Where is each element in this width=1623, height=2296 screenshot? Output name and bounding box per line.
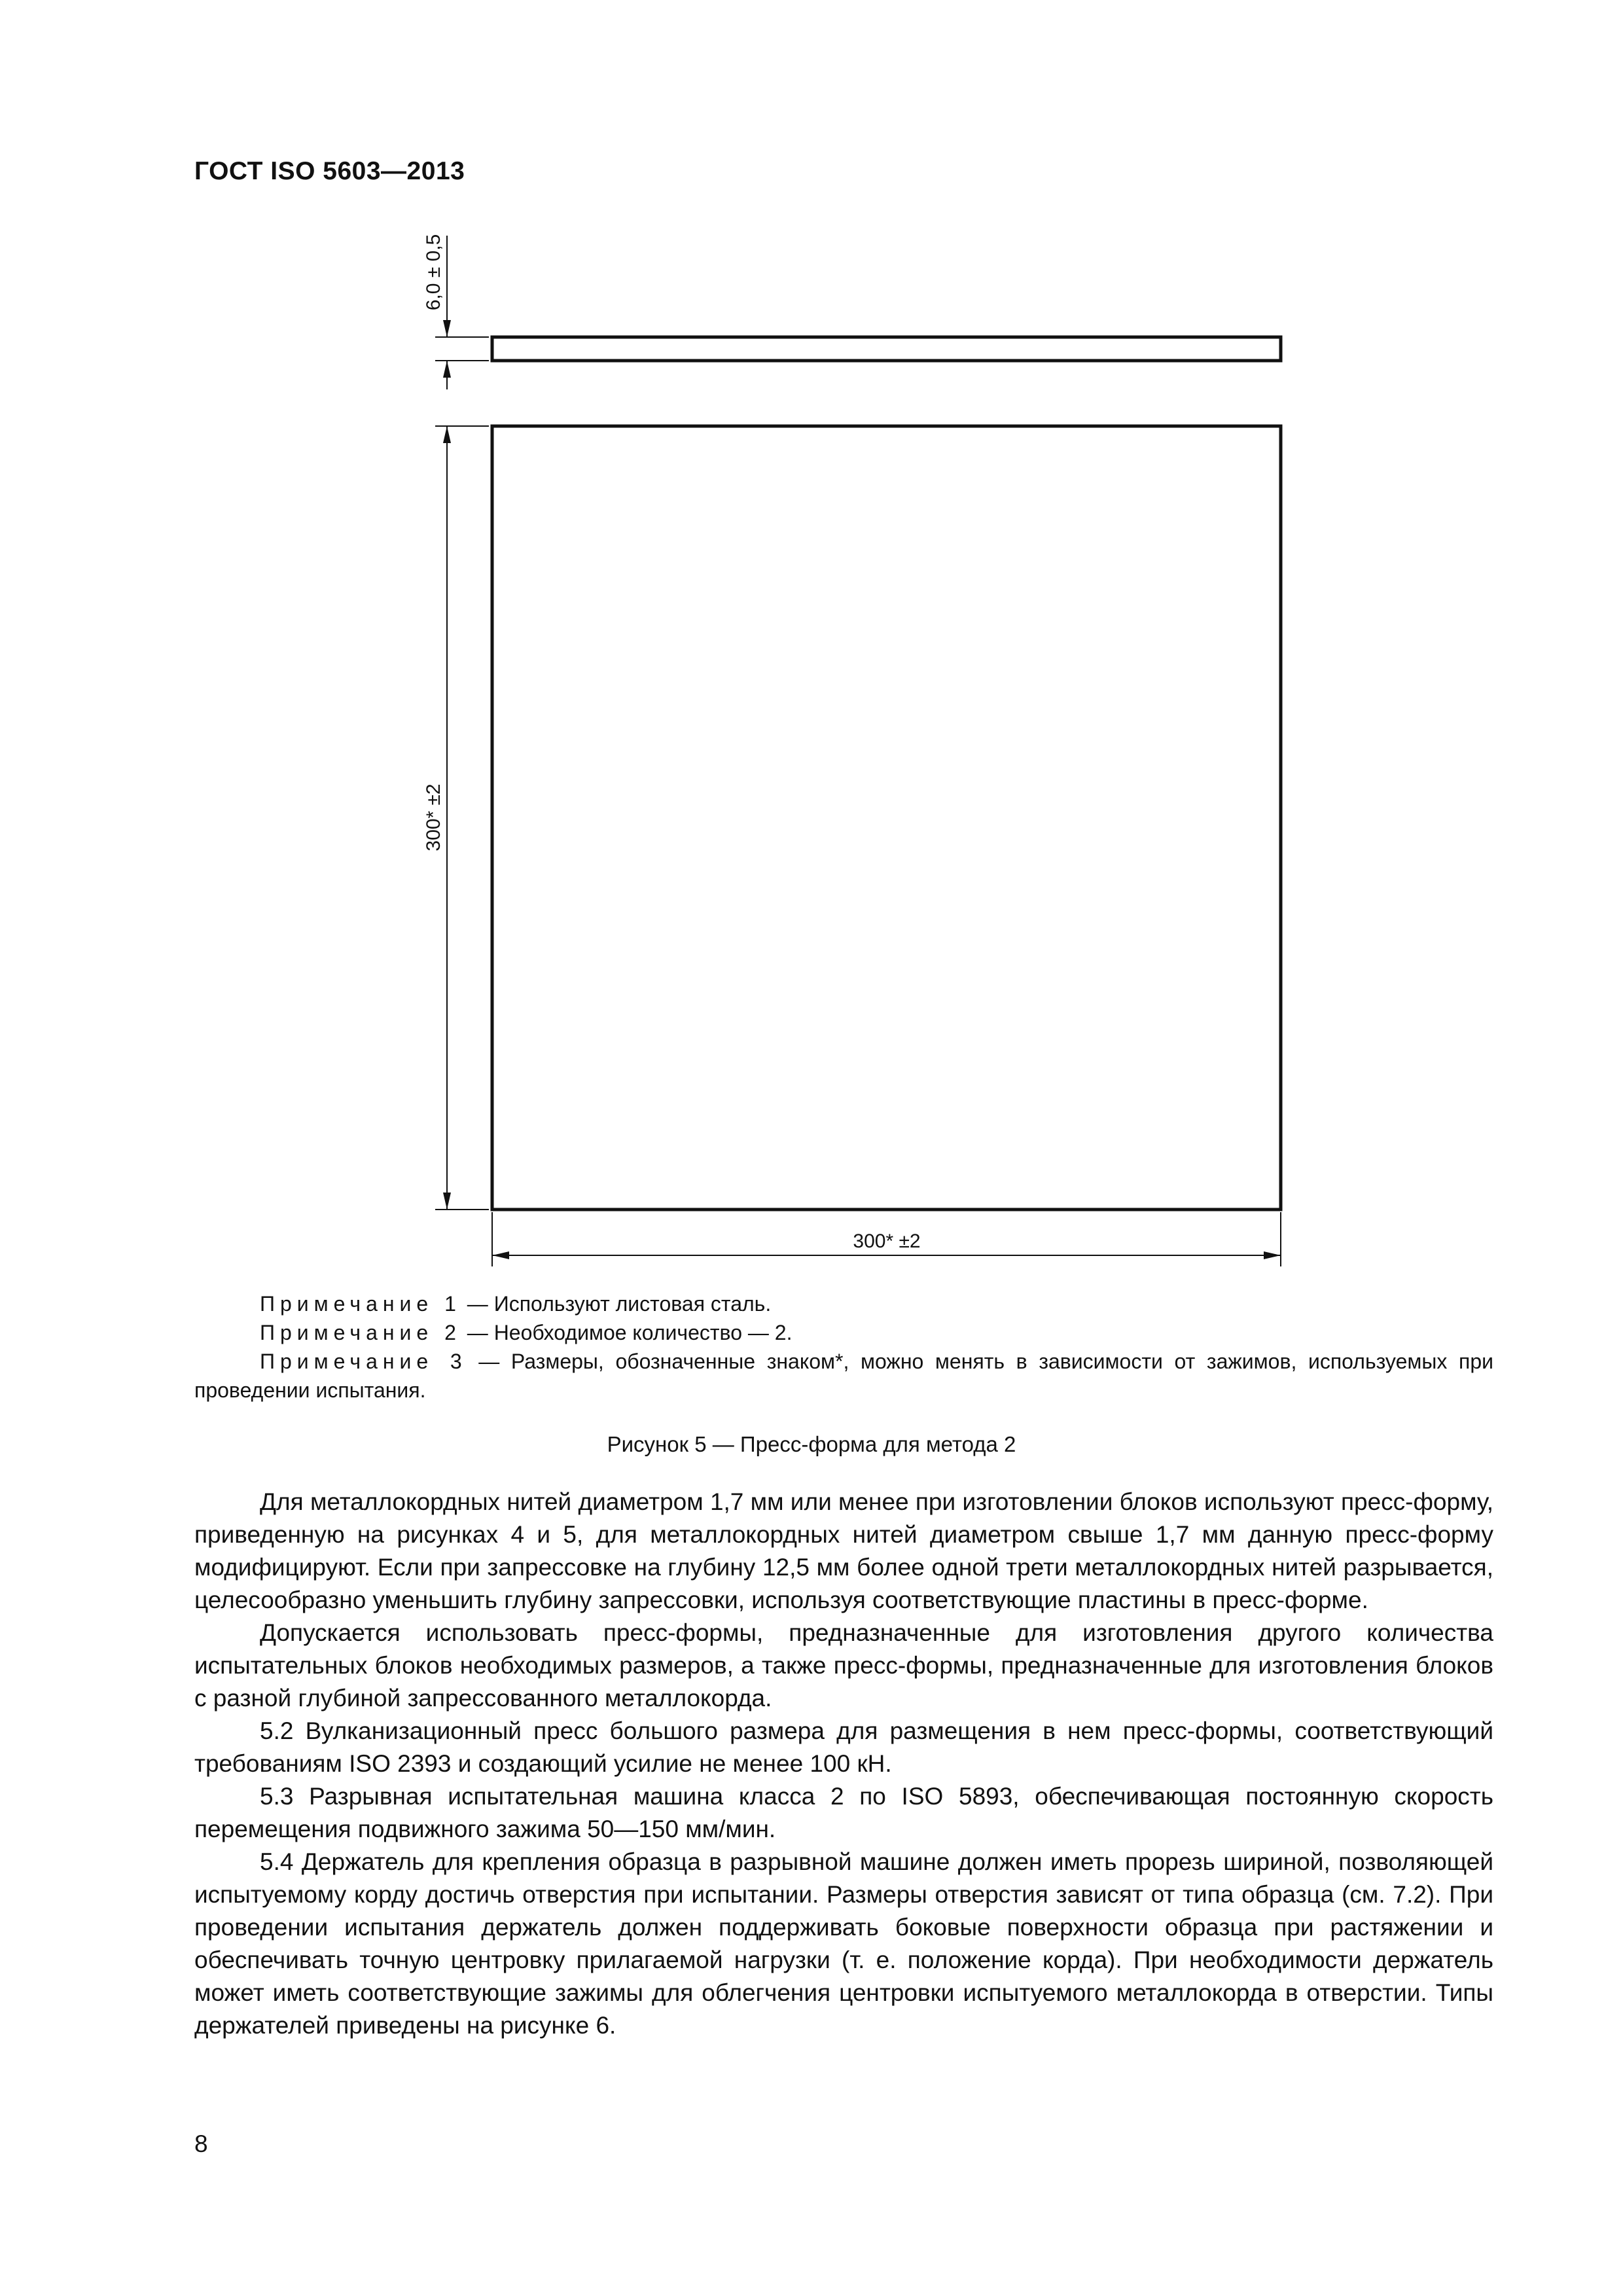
height-dimension-label: 300* ±2	[423, 783, 444, 852]
width-arrow-left	[492, 1251, 509, 1259]
paragraph-5-2: 5.2 Вулканизационный пресс большого размера для размещения в нем пресс-формы, соответствующий требованиям ISO 2393 и создающий усилие не менее 100 кН.	[194, 1717, 1493, 1777]
thickness-arrow-up	[443, 361, 451, 378]
figure-caption: Рисунок 5 — Пресс-форма для метода 2	[607, 1432, 1016, 1456]
figure-notes	[194, 1289, 1493, 1405]
note-1-text: — Используют листовая сталь.	[461, 1292, 772, 1316]
plate-top-view	[492, 426, 1281, 1210]
note-3	[194, 1347, 1493, 1405]
note-3-label: Примечание 3	[260, 1350, 467, 1373]
note-1	[194, 1289, 1493, 1318]
thickness-arrow-down	[443, 320, 451, 337]
width-arrow-right	[1264, 1251, 1281, 1259]
note-2	[194, 1318, 1493, 1347]
page-number: 8	[194, 2130, 208, 2157]
note-1-label: Примечание 1	[260, 1292, 461, 1316]
height-arrow-top	[443, 426, 451, 443]
body-text	[194, 1486, 1493, 2042]
height-arrow-bottom	[443, 1193, 451, 1210]
paragraph-5-4: 5.4 Держатель для крепления образца в разрывной машине должен иметь прорезь шириной, позволяющей испытуемому корду достичь отверстия при испытании. Размеры отверстия зависят от типа образца (см. 7.2). При проведении испытания держатель должен поддерживать боковые поверхности образца при растяжении и обеспечивать точную центровку прилагаемой нагрузки (т. е. положение корда). При необходимости держатель может иметь соответствующие зажимы для облегчения центровки испытуемого металлокорда в отверстии. Типы держателей приведены на рисунке 6.	[194, 1848, 1493, 2039]
paragraph-5-3: 5.3 Разрывная испытательная машина класса 2 по ISO 5893, обеспечивающая постоянную скорость перемещения подвижного зажима 50—150 мм/мин.	[194, 1783, 1493, 1842]
paragraph-mold-modification: Для металлокордных нитей диаметром 1,7 мм или менее при изготовлении блоков используют пресс-форму, приведенную на рисунках 4 и 5, для металлокордных нитей диаметром свыше 1,7 мм данную пресс-форму модифицируют. Если при запрессовке на глубину 12,5 мм более одной трети металлокордных нитей разрывается, целесообразно уменьшить глубину запрессовки, используя соответствующие пластины в пресс-форме.	[194, 1488, 1493, 1613]
plate-side-view	[492, 337, 1281, 361]
thickness-dimension-label: 6,0 ± 0,5	[423, 234, 444, 311]
paragraph-other-molds: Допускается использовать пресс-формы, предназначенные для изготовления другого количества испытательных блоков необходимых размеров, а также пресс-формы, предназначенные для изготовления блоков с разной глубиной запрессованного металлокорда.	[194, 1619, 1493, 1712]
width-dimension-label: 300* ±2	[853, 1230, 921, 1252]
note-2-label: Примечание 2	[260, 1321, 461, 1344]
note-3-text: — Размеры, обозначенные знаком*, можно менять в зависимости от зажимов, используемых при проведении испытания.	[194, 1350, 1494, 1402]
document-header: ГОСТ ISO 5603—2013	[194, 157, 465, 185]
note-2-text: — Необходимое количество — 2.	[461, 1321, 793, 1344]
